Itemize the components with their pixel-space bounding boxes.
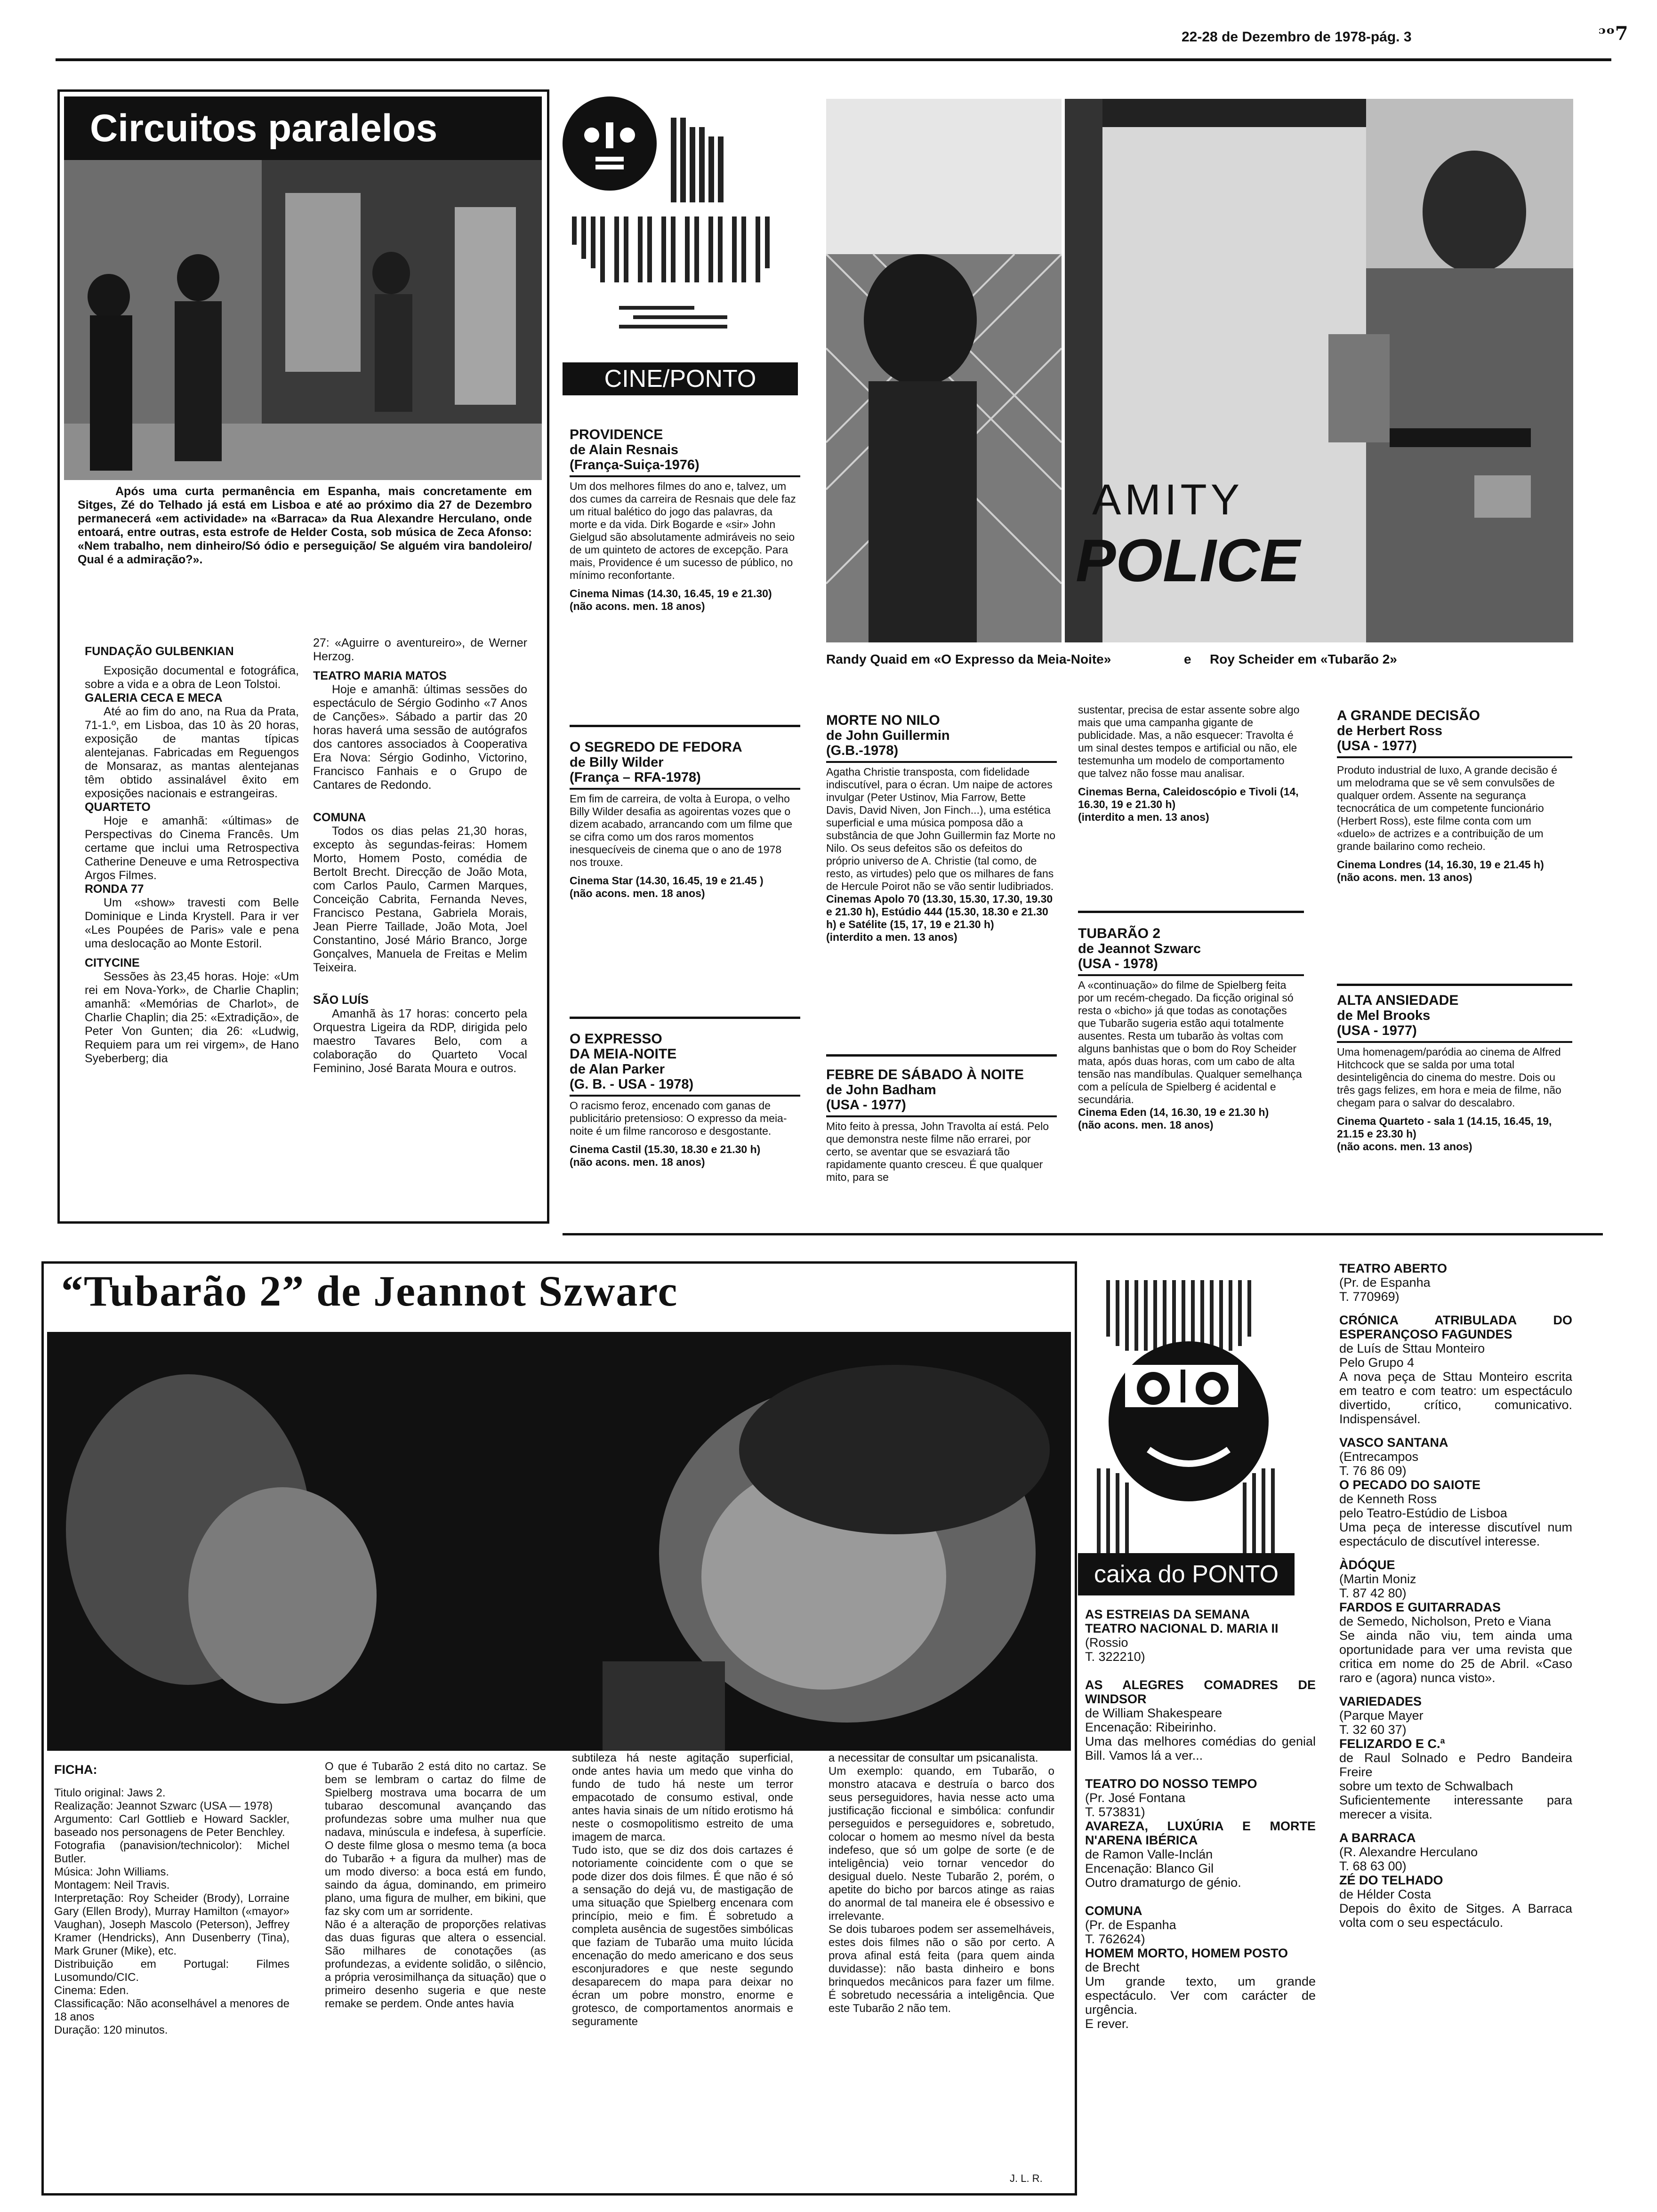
film-subtitle: de Jeannot Szwarc (USA - 1978) [1078,941,1201,971]
tubarao-title: “Tubarão 2” de Jeannot Szwarc [61,1267,678,1315]
section-text: Exposição documental e fotográfica, sobre a vida e a obra de Leon Tolstoi. [85,664,299,691]
film-entry [826,1067,1057,1184]
photo-caption-left: Randy Quaid em «O Expresso da Meia-Noite» [826,652,1111,666]
film-entry [1337,993,1572,1153]
film-showtimes: Cinema Nimas (14.30, 16.45, 19 e 21.30) (não acons. men. 18 anos) [570,587,772,612]
circuitos-col1 [85,645,299,1066]
section-text: Todos os dias pelas 21,30 horas, excepto às segundas-feiras: Homem Morto, Homem Posto, comédia de Bertolt Brecht. Direcção de João Mota, com Carlos Paulo, Carmen Marques, Conceição Cabrita, Fernanda Neves, Francisco Pestana, Gabriela Morais, Jean Pierre Taillade, João Mota, Joel Constantino, José Mário Branco, Jorge Gonçalves, Manuela de Freitas e Melim Teixeira. [313,825,527,974]
cineponto-dots-graphic [563,108,798,362]
photo-caption-conj: e [1184,652,1191,666]
theatre-text: (Pr. José Fontana T. 573831) [1085,1791,1186,1819]
film-title: FEBRE DE SÁBADO À NOITE [826,1067,1024,1082]
film-showtimes: Cinema Castil (15.30, 18.30 e 21.30 h) (não acons. men. 18 anos) [570,1143,761,1168]
film-title: ALTA ANSIEDADE [1337,993,1459,1008]
section-text: 27: «Aguirre o aventureiro», de Werner Herzog. [313,636,527,663]
film-review: Uma homenagem/paródia ao cinema de Alfred Hitchcock que se salda por uma total desinteligência do cinema do mestre. Dois ou três gags felizes, em hora e meia de filme, não chegam para o salvar do descalabro. [1337,1046,1561,1109]
theatre-text: (R. Alexandre Herculano T. 68 63 00) [1339,1845,1478,1873]
circuitos-item [313,636,527,664]
section-heading: TEATRO MARIA MATOS [313,669,447,682]
film-review: Produto industrial de luxo, A grande decisão é um melodrama que se vê sem convulsões de qualquer ordem. Assente na segurança tecnocrática de um competente funcionário (Herbert Ross), este filme conta com um «duelo» de actrizes e a contribuição de um grande bailarino como recheio. [1337,764,1557,852]
film-entry [826,713,1057,944]
entry-rule [1337,1041,1572,1043]
entry-rule [570,788,800,790]
film-entry [1078,926,1304,1131]
section-text: Um «show» travesti com Belle Dominique e Linda Krystell. Para ir ver «Les Poupées de Paris» vale e pena uma deslocação ao Monte Estoril. [85,896,299,950]
theatre-item [1339,1873,1572,1930]
entry-rule [1337,756,1572,758]
theatre-heading: COMUNA [1085,1904,1142,1918]
section-heading: CITYCINE [85,956,140,970]
theatre-text: de Hélder Costa Depois do êxito de Sitges. A Barraca volta com o seu espectáculo. [1339,1887,1572,1930]
entry-rule [570,475,800,477]
theatre-heading: TEATRO DO NOSSO TEMPO [1085,1777,1257,1791]
theatre-text: de Ramon Valle-Inclán Encenação: Blanco Gil Outro dramaturgo de génio. [1085,1847,1241,1890]
theatre-text: de Brecht Um grande texto, um grande espectáculo. Ver com carácter de urgência. E rever. [1085,1960,1316,2031]
film-subtitle: de John Badham (USA - 1977) [826,1082,936,1113]
theatre-heading: TEATRO ABERTO [1339,1261,1447,1275]
entry-divider [570,725,800,727]
theatre-heading: A BARRACA [1339,1831,1416,1845]
entry-divider [570,1017,800,1019]
theatre-item [1085,1607,1316,1664]
circuitos-intro: Após uma curta permanência em Espanha, mais concretamente em Sitges, Zé do Telhado já está em Lisboa e até ao próximo dia 27 de Dezembro permanecerá «em actividade» na «Barraca» da Rua Alexandre Herculano, onde entoará, entre outras, esta estrofe de Helder Costa, sob música de Zeca Afonso: «Nem trabalho, nem dinheiro/Só ódio e perseguição/ Se alguém vira bandoleiro/ Qual é a admiração?». [78,485,532,566]
theatre-heading: HOMEM MORTO, HOMEM POSTO [1085,1946,1288,1960]
film-title: A GRANDE DECISÃO [1337,708,1480,723]
caixa-label: caixa do PONTO [1078,1553,1295,1595]
cineponto-entry [570,427,800,613]
film-title: PROVIDENCE [570,427,663,442]
entry-divider [826,1054,1057,1057]
theatre-item [1339,1478,1572,1548]
theatre-text: (Parque Mayer T. 32 60 37) [1339,1708,1424,1737]
theatre-heading: AS ALEGRES COMADRES DE WINDSOR [1085,1678,1316,1706]
section-text: Sessões às 23,45 horas. Hoje: «Um rei em Nova-York», de Charlie Chaplin; amanhã: «Memórias de Charlot», de Charlie Chaplin; dia 25: «Extradição», de Peter Von Gunten; dia 26: «Ludwig, Requiem para um rei virgem», de Hano Syeberberg; dia [85,970,299,1065]
circuitos-item [313,994,527,1075]
film-title: TUBARÃO 2 [1078,926,1161,941]
theatre-heading: FARDOS E GUITARRADAS [1339,1600,1501,1614]
circuitos-item [85,645,299,691]
caixa-face-icon [1087,1271,1295,1563]
theatre-item [1339,1831,1572,1873]
entry-divider [1078,911,1304,913]
theatre-heading: ÀDÓQUE [1339,1558,1395,1572]
header-rule [56,58,1611,61]
film-showtimes: Cinemas Apolo 70 (13.30, 15.30, 17.30, 19.30 e 21.30 h), Estúdio 444 (15.30, 18.30 e 21.30 h) e Satélite (15, 17, 19 e 21.30 h) (interdito a men. 13 anos) [826,893,1053,943]
section-heading: QUARTETO [85,801,151,814]
theatre-heading: AVAREZA, LUXÚRIA E MORTE N'ARENA IBÉRICA [1085,1819,1316,1847]
film-review: A «continuação» do filme de Spielberg feita por um recém-chegado. Da ficção original só resta o «bicho» já que todas as conotações que Tubarão sugeria estão aqui totalmente ausentes. Resta um tubarão às voltas com alguns banhistas que o bom do Roy Scheider mata, após duas horas, com um cabo de alta tensão nas mandíbulas. Qualquer semelhança com a película de Spielberg é acidental e secundária. [1078,979,1302,1106]
film-showtimes: Cinema Londres (14, 16.30, 19 e 21.45 h) (não acons. men. 13 anos) [1337,858,1544,883]
theatre-text: (Martin Moniz T. 87 42 80) [1339,1572,1416,1600]
section-text: Amanhã às 17 horas: concerto pela Orquestra Ligeira da RDP, dirigida pelo maestro Tavares Belo, com a colaboração do Quarteto Vocal Feminino, José Barata Moura e outros. [313,1007,527,1075]
theatre-heading: AS ESTREIAS DA SEMANA TEATRO NACIONAL D. MARIA II [1085,1607,1279,1635]
section-heading: RONDA 77 [85,882,144,896]
film-subtitle: de Mel Brooks (USA - 1977) [1337,1008,1431,1038]
cineponto-entry [570,740,800,900]
circuitos-title: Circuitos paralelos [64,96,542,160]
section-rule [563,1233,1603,1235]
theatre-item [1339,1737,1572,1821]
film-review: O racismo feroz, encenado com ganas de publicitário pretensioso: O expresso da meia-noite é um filme rancoroso e desgostante. [570,1099,787,1137]
theatre-item [1339,1435,1572,1478]
tubarao-col2: O que é Tubarão 2 está dito no cartaz. Se bem se lembram o cartaz do filme de Spielberg mostrava uma bocarra de um tubarao descomunal avançando das profundezas sobre uma mulher nua que nadava, minúscula e indefesa, à superfície. O deste filme glosa o mesmo tema (a boca do Tubarão + a figura da mulher) mas de um modo diverso: a boca está em fundo, saindo da água, dominando, em primeiro plano, uma figura de mulher, em bikini, que faz sky com um ar sorridente. Não é a alteração de proporções relativas das duas figuras que altera o essencial. São milhares de conotações (as profundezas, a evidente solidão, o silêncio, a própria verosimilhança da situação) que o primeiro desenho sugeria e que neste remake se perdem. Onde antes havia [325,1760,546,2010]
theatre-item [1085,1946,1316,2031]
tubarao-photo [47,1332,1071,1751]
theatre-heading: VARIEDADES [1339,1694,1422,1708]
circuitos-col2 [313,636,527,1075]
theatre-text: de Semedo, Nicholson, Preto e Viana Se ainda não viu, tem ainda uma oportunidade para ver uma revista que critica em nome do 25 de Abril. «Caso raro e (agora) nunca visto». [1339,1614,1572,1685]
section-text: Hoje e amanhã: últimas sessões do espectáculo de Sérgio Godinho «7 Anos de Canções». Sábado a partir das 20 horas haverá uma sessão de autógrafos dos cantores associados à Cooperativa Era Nova: Sérgio Godinho, Victorino, Francisco Fanhais e o Grupo de Cantares de Redondo. [313,683,527,792]
section-text: Até ao fim do ano, na Rua da Prata, 71-1.º, em Lisboa, das 10 às 20 horas, exposição de mantas típicas alentejanas. Fabricadas em Reguengos de Monsaraz, as mantas alentejanas têm obtido assinalável êxito em exposições nacionais e estrangeiras. [85,705,299,800]
film-review: Um dos melhores filmes do ano e, talvez, um dos cumes da carreira de Resnais que dele faz um ritual balético do jogo das palavras, da morte e da vida. Dirk Bogarde e «sir» John Gielgud são absolutamente admiráveis no seio de um quinteto de actores de excepção. Para mais, Providence é um sucesso de público, no mínimo reconfortante. [570,480,796,581]
theatre-text: (Pr. de Espanha T. 762624) [1085,1918,1176,1946]
film-review: Em fim de carreira, de volta à Europa, o velho Billy Wilder desafia as agoirentas vozes que o dizem acabado, arrancando com um filme que se cifra como um dos raros momentos inesquecíveis de cinema que o ano de 1978 nos trouxe. [570,793,793,868]
film-subtitle: de Alain Resnais (França-Suiça-1976) [570,442,700,473]
theatre-item [1339,1694,1572,1737]
film-title: O SEGREDO DE FEDORA [570,739,742,755]
film-review: Mito feito à pressa, John Travolta aí está. Pelo que demonstra neste filme não errarei, por certo, se aventar que se esvaziará tão rapidamente quanto cresceu. É que qualquer mito, para se [826,1120,1049,1183]
film-subtitle: de Herbert Ross (USA - 1977) [1337,723,1443,753]
section-heading: FUNDAÇÃO GULBENKIAN [85,645,234,658]
film-entry-continued [1078,704,1304,824]
film-review: sustentar, precisa de estar assente sobre algo mais que uma campanha gigante de publicidade. Mas, a não esquecer: Travolta é um sinal destes tempos e artificial ou não, ele testemunha um modelo de comportamento que talvez não fosse mau analisar. [1078,704,1300,779]
film-subtitle: de John Guillermin (G.B.-1978) [826,728,950,758]
theatre-item [1085,1819,1316,1890]
film-title: MORTE NO NILO [826,713,940,728]
section-heading: SÃO LUÍS [313,994,369,1007]
cineponto-label: CINE/PONTO [563,362,798,395]
caixa-col2 [1339,1261,1572,1930]
circuitos-item [85,956,299,1066]
entry-rule [570,1095,800,1097]
theatre-heading: O PECADO DO SAIOTE [1339,1478,1481,1492]
section-heading: COMUNA [313,811,366,824]
film-review: Agatha Christie transposta, com fidelidade indiscutível, para o écran. Um naipe de actores invulgar (Peter Ustinov, Mia Farrow, Bette Davis, David Niven, Jon Finch...), uma estética superficial e uma música pomposa dão a substância de que John Guillermin faz Morte no Nilo. Os seus defeitos são os defeitos do próprio universo de A. Christie (tal como, de resto, as virtudes) pelo que os milhares de fans de Hercule Poirot não se vão sentir ludibriados. [826,766,1056,892]
theatre-heading: CRÓNICA ATRIBULADA DO ESPERANÇOSO FAGUNDES [1339,1313,1572,1341]
film-showtimes: Cinema Star (14.30, 16.45, 19 e 21.45 ) (não acons. men. 18 anos) [570,874,764,899]
photo-caption-right: Roy Scheider em «Tubarão 2» [1210,652,1397,666]
theatre-text: (Entrecampos T. 76 86 09) [1339,1450,1419,1478]
cineponto-entry [570,1032,800,1169]
section-heading: GALERIA CECA E MECA [85,691,223,705]
film-showtimes: Cinema Eden (14, 16.30, 19 e 21.30 h) (não acons. men. 18 anos) [1078,1106,1269,1131]
circuitos-item [313,669,527,792]
amity-sign-2: POLICE [1076,527,1300,594]
theatre-text: de Luís de Sttau Monteiro Pelo Grupo 4 A nova peça de Sttau Monteiro escrita em teatro e com teatro: um espectáculo divertido, crítico, comunicativo. Indispensável. [1339,1341,1572,1426]
tubarao-col4: a necessitar de consultar um psicanalista. Um exemplo: quando, em Tubarão, o monstro atacava e destruía o barco dos seus perseguidores, havia nesse acto uma justificação ficcional e simbólica: confundir perseguidos e perseguidores e, sobretudo, colocar o homem ao mesmo nível da besta indefeso, que só um golpe de sorte (e de inteligência) veio tornar vencedor do desigual duelo. Neste Tubarão 2, porém, o apetite do bicho por barcos atinge as raias do anormal de tal maneira ele é obsessivo e irrelevante. Se dois tubaroes podem ser assemelháveis, estes dois filmes não o são por certo. A prova afinal está feita (para quem ainda duvidasse): não basta dinheiro e bons brinquedos mecânicos para fazer um filme. É sobretudo necessária a inteligência. Que este Tubarão 2 não tem. [828,1752,1054,2015]
theatre-text: de Raul Solnado e Pedro Bandeira Freire sobre um texto de Schwalbach Suficientemente interessante para merecer a visita. [1339,1751,1572,1821]
amity-sign-1: AMITY [1092,476,1244,524]
section-text: Hoje e amanhã: «últimas» de Perspectivas do Cinema Francês. Um certame que inclui uma Retrospectiva Catherine Deneuve e uma Retrospectiva Argos Filmes. [85,814,299,882]
theatre-item [1085,1904,1316,1946]
film-subtitle: de Billy Wilder (França – RFA-1978) [570,755,701,785]
tubarao-col3: subtileza há neste agitação superficial, onde antes havia um medo que vinha do fundo de tudo há neste um terror empacotado de consumo estival, onde antes havia sinais de um nítido erotismo há neste o cosmopolitismo estreito de uma imagem de marca. Tudo isto, que se diz dos dois cartazes é notoriamente coincidente com o que se pode dizer dos dois filmes. É que não é só a sensação do dejá vu, de mastigação de uma situação que Spielberg encenara com princípio, meio e fim. É sobretudo a completa ausência de sugestões simbólicas que faziam de Tubarão uma muito lúcida encenação do medo americano e dos seus esconjuradores e que neste segundo desaparecem do mapa para deixar no écran um pobre monstro, enorme e grotesco, de comportamentos anormais e seguramente [572,1752,793,2028]
theatre-text: de Kenneth Ross pelo Teatro-Estúdio de Lisboa Uma peça de interesse discutível num espectáculo de discutível interesse. [1339,1492,1572,1548]
theatre-heading: ZÉ DO TELHADO [1339,1873,1443,1887]
theatre-item [1085,1678,1316,1763]
theatre-heading: FELIZARDO E C.ª [1339,1737,1445,1751]
tubarao-ficha [54,1763,290,2037]
film-showtimes: Cinema Quarteto - sala 1 (14.15, 16.45, 19, 21.15 e 23.30 h) (não acons. men. 13 anos) [1337,1115,1552,1153]
caixa-col1 [1085,1607,1316,2031]
circuitos-item [85,691,299,801]
ficha-heading: FICHA: [54,1763,97,1777]
entry-rule [826,761,1057,763]
theatre-heading: VASCO SANTANA [1339,1435,1448,1450]
theatre-item [1339,1558,1572,1600]
page-date: 22-28 de Dezembro de 1978-pág. 3 [1182,29,1412,45]
circuitos-item [85,801,299,882]
film-showtimes: Cinemas Berna, Caleidoscópio e Tivoli (14, 16.30, 19 e 21.30 h) (interdito a men. 13 anos) [1078,785,1299,823]
theatre-item [1339,1600,1572,1685]
theatre-item [1339,1313,1572,1426]
theatre-item [1339,1261,1572,1304]
theatre-text: (Rossio T. 322210) [1085,1635,1145,1664]
theatre-text: (Pr. de Espanha T. 770969) [1339,1275,1431,1304]
entry-rule [826,1115,1057,1117]
circuitos-item [85,882,299,951]
circuitos-photo [64,160,542,480]
tubarao-signature: J. L. R. [1010,2172,1043,2184]
film-entry [1337,708,1572,884]
entry-rule [1078,974,1304,976]
theatre-item [1085,1777,1316,1819]
film-subtitle: de Alan Parker (G. B. - USA - 1978) [570,1062,694,1092]
theatre-text: de William Shakespeare Encenação: Ribeirinho. Uma das melhores comédias do genial Bill. Vamos lá a ver... [1085,1706,1316,1763]
circuitos-item [313,811,527,975]
film-title: O EXPRESSO DA MEIA-NOITE [570,1031,677,1062]
entry-divider [1337,984,1572,986]
photo-expresso [826,99,1062,642]
page-logo: ᵓᵒ7 [1598,23,1628,45]
ficha-text: Titulo original: Jaws 2. Realização: Jeannot Szwarc (USA — 1978) Argumento: Carl Gottlieb e Howard Sackler, baseado nos personagens de Peter Benchley. Fotografia (panavision/technicolor): Michel Butler. Música: John Williams. Montagem: Neil Travis. Interpretação: Roy Scheider (Brody), Lorraine Gary (Ellen Brody), Murray Hamilton («mayor» Vaughan), Joseph Mascolo (Peterson), Jeffrey Kramer (Hendricks), Ann Dusenberry (Tina), Mark Gruner (Mike), etc. Distribuição em Portugal: Filmes Lusomundo/CIC. Cinema: Eden. Classificação: Não aconselhável a menores de 18 anos Duração: 120 minutos. [54,1787,290,2036]
